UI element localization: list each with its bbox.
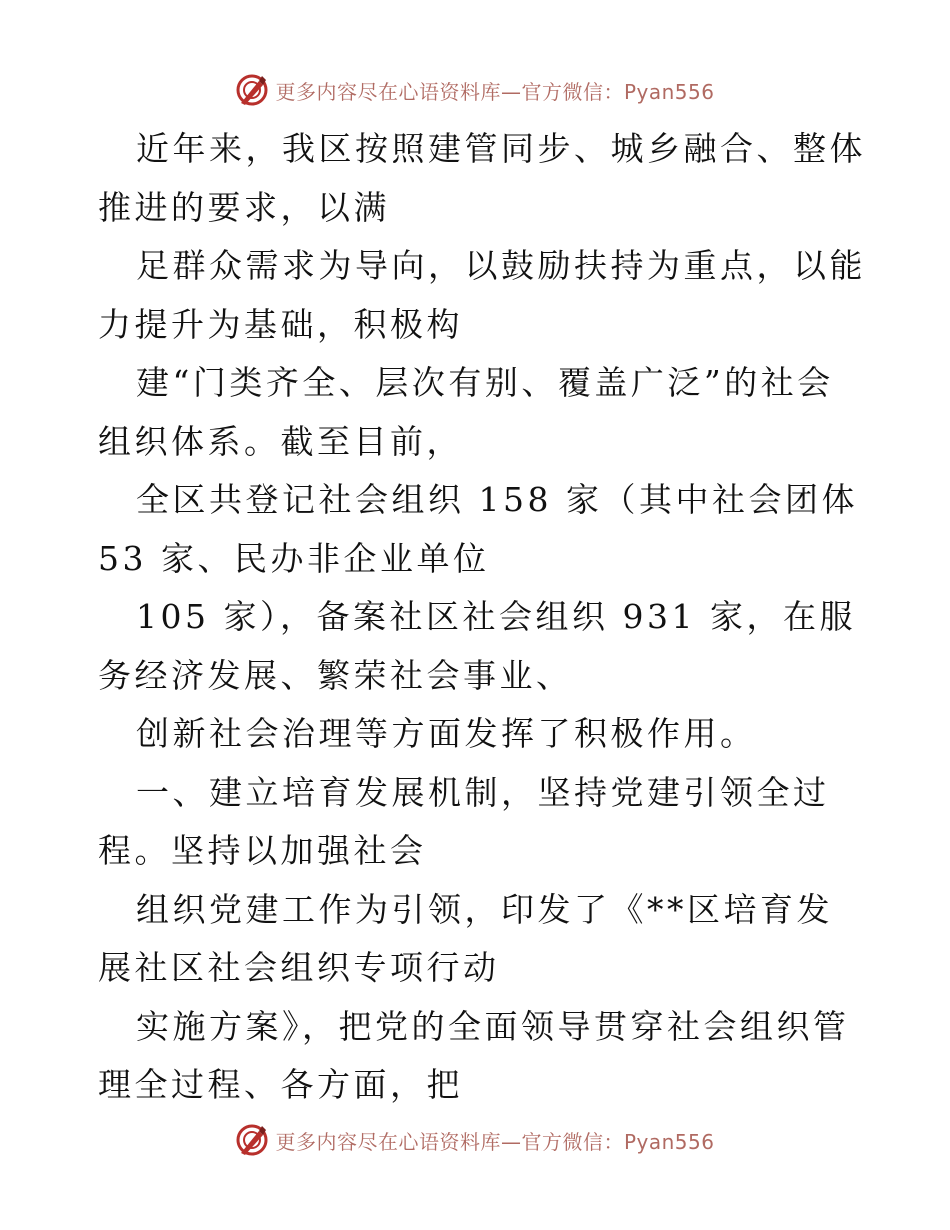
footer-banner (0, 1120, 950, 1160)
paragraph-8: 组织党建工作为引领，印发了《**区培育发展社区社会组织专项行动 (98, 889, 833, 987)
paragraph-9: 实施方案》，把党的全面领导贯穿社会组织管理全过程、各方面，把 (98, 1006, 850, 1104)
paragraph-4: 全区共登记社会组织 158 家（其中社会团体 53 家、民办非企业单位 (98, 480, 858, 578)
header-banner (0, 70, 950, 110)
pen-logo-icon (235, 1123, 269, 1157)
paragraph-1: 近年来，我区按照建管同步、城乡融合、整体推进的要求，以满 (98, 129, 866, 227)
paragraph-6: 创新社会治理等方面发挥了积极作用。 (136, 714, 757, 753)
paragraph-7: 一、建立培育发展机制，坚持党建引领全过程。坚持以加强社会 (98, 772, 830, 870)
footer-banner-text: 更多内容尽在心语资料库—官方微信：Pyan556 (275, 1129, 715, 1154)
pen-logo-icon (235, 73, 269, 107)
paragraph-5: 105 家），备案社区社会组织 931 家，在服务经济发展、繁荣社会事业、 (98, 597, 856, 695)
document-body (98, 120, 868, 1115)
header-banner-text: 更多内容尽在心语资料库—官方微信：Pyan556 (275, 79, 715, 104)
paragraph-3: 建“门类齐全、层次有别、覆盖广泛”的社会组织体系。截至目前， (98, 363, 834, 461)
paragraph-2: 足群众需求为导向，以鼓励扶持为重点，以能力提升为基础，积极构 (98, 246, 866, 344)
